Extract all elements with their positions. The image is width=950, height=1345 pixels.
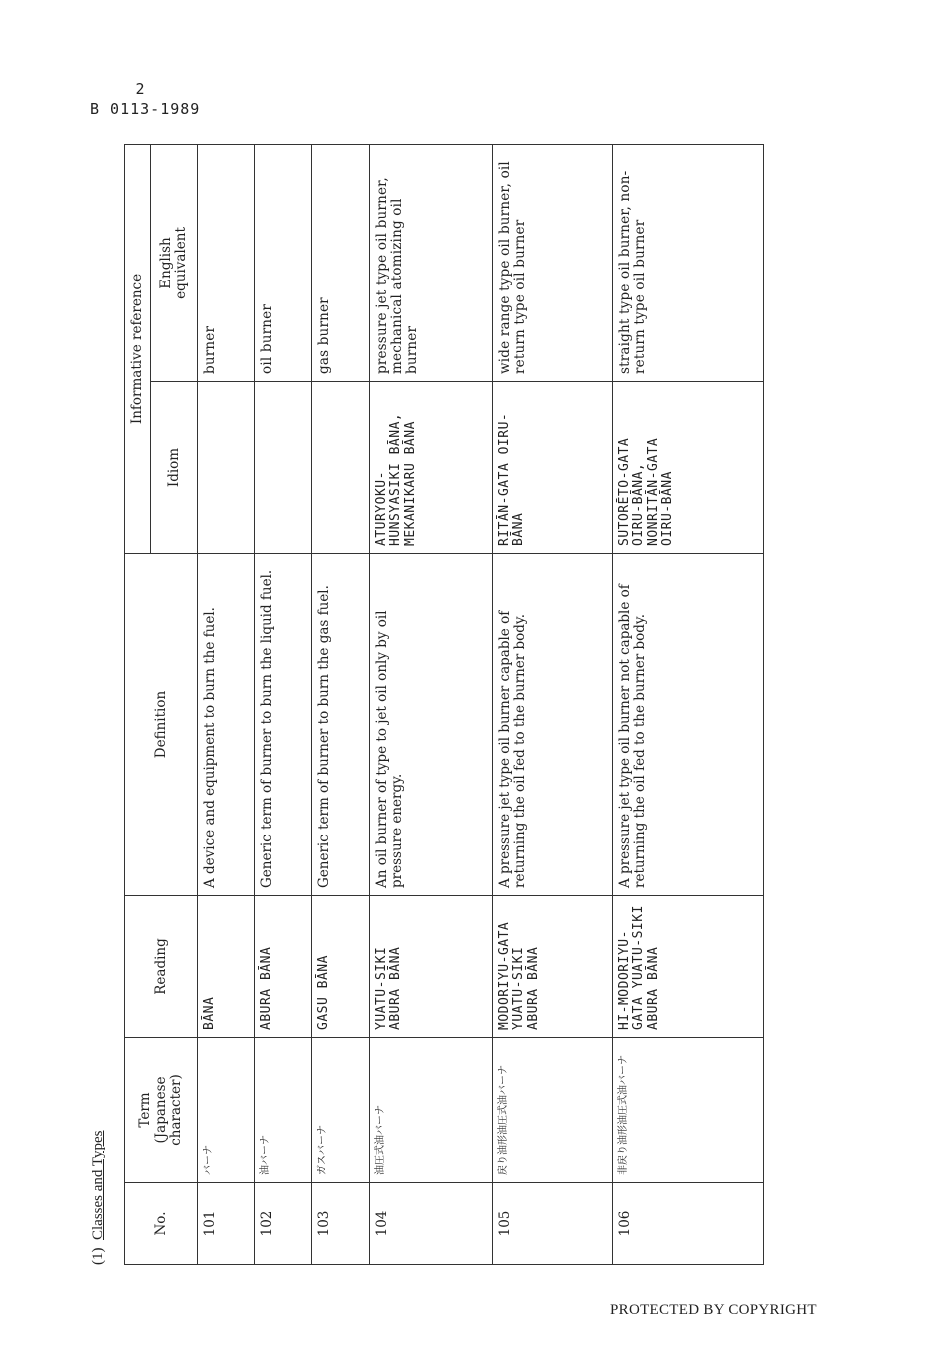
- row-definition: Generic term of burner to burn the gas fuel.: [312, 554, 369, 896]
- table-row: [198, 144, 255, 1264]
- table-row: [369, 144, 492, 1264]
- row-reading: BĀNA: [198, 896, 255, 1038]
- row-term: 油バーナ: [255, 1038, 312, 1183]
- table-row: [612, 144, 764, 1264]
- row-no: 106: [612, 1183, 764, 1265]
- header-term-line3: character): [167, 1074, 184, 1146]
- header-term-line1: Term: [137, 1092, 154, 1128]
- page-number: 2: [135, 80, 145, 98]
- row-no: 104: [369, 1183, 492, 1265]
- row-english: gas burner: [312, 144, 369, 381]
- section-number: (1): [90, 1247, 106, 1265]
- rotated-table-area: [88, 145, 763, 1265]
- row-definition: Generic term of burner to burn the liquid fuel.: [255, 554, 312, 896]
- row-term: ガスバーナ: [312, 1038, 369, 1183]
- row-reading: YUATU-SIKI ABURA BĀNA: [369, 896, 492, 1038]
- header-english-line1: English: [158, 237, 174, 289]
- row-term: バーナ: [198, 1038, 255, 1183]
- row-definition: A device and equipment to burn the fuel.: [198, 554, 255, 896]
- row-reading: GASU BĀNA: [312, 896, 369, 1038]
- section-title: [90, 1131, 107, 1266]
- row-idiom: [255, 382, 312, 554]
- table-row: [312, 144, 369, 1264]
- row-english: burner: [198, 144, 255, 381]
- section-title-text: Classes and Types: [90, 1130, 106, 1240]
- row-english: oil burner: [255, 144, 312, 381]
- row-definition: A pressure jet type oil burner capable of returning the oil fed to the burner body.: [492, 554, 612, 896]
- standard-code: B 0113-1989: [90, 100, 201, 118]
- header-english: [151, 144, 198, 381]
- table-row: [492, 144, 612, 1264]
- header-reading: Reading: [125, 896, 198, 1038]
- header-term-line2: (Japanese: [152, 1076, 169, 1144]
- row-reading: ABURA BĀNA: [255, 896, 312, 1038]
- row-english: wide range type oil burner, oil return type oil burner: [492, 144, 612, 381]
- row-no: 101: [198, 1183, 255, 1265]
- header-definition: Definition: [125, 554, 198, 896]
- header-term: [125, 1038, 198, 1183]
- header-english-line2: equivalent: [173, 227, 190, 299]
- row-reading: MODORIYU-GATA YUATU-SIKI ABURA BĀNA: [492, 896, 612, 1038]
- table-row: [255, 144, 312, 1264]
- row-idiom: [198, 382, 255, 554]
- header-informative: Informative reference: [125, 144, 151, 553]
- table-header-row: [125, 144, 151, 1264]
- copyright-notice: PROTECTED BY COPYRIGHT: [610, 1302, 817, 1318]
- row-definition: A pressure jet type oil burner not capable of returning the oil fed to the burner body.: [612, 554, 764, 896]
- row-english: straight type oil burner, non-return type oil burner: [612, 144, 764, 381]
- row-idiom: [312, 382, 369, 554]
- row-no: 105: [492, 1183, 612, 1265]
- row-reading: HI-MODORIYU-GATA YUATU-SIKI ABURA BĀNA: [612, 896, 764, 1038]
- row-definition: An oil burner of type to jet oil only by oil pressure energy.: [369, 554, 492, 896]
- row-idiom: ATURYOKU-HUNSYASIKI BĀNA, MEKANIKARU BĀNA: [369, 382, 492, 554]
- header-no: No.: [125, 1183, 198, 1265]
- row-term: 非戻り油形油圧式油バーナ: [612, 1038, 764, 1183]
- row-term: 戻り油形油圧式油バーナ: [492, 1038, 612, 1183]
- row-no: 102: [255, 1183, 312, 1265]
- row-idiom: SUTORĒTO-GATA OIRU-BĀNA, NONRITĀN-GATA OIRU-BĀNA: [612, 382, 764, 554]
- row-term: 油圧式油バーナ: [369, 1038, 492, 1183]
- row-no: 103: [312, 1183, 369, 1265]
- header-idiom: Idiom: [151, 382, 198, 554]
- terms-table: [124, 144, 764, 1265]
- row-idiom: RITĀN-GATA OIRU-BĀNA: [492, 382, 612, 554]
- row-english: pressure jet type oil burner, mechanical atomizing oil burner: [369, 144, 492, 381]
